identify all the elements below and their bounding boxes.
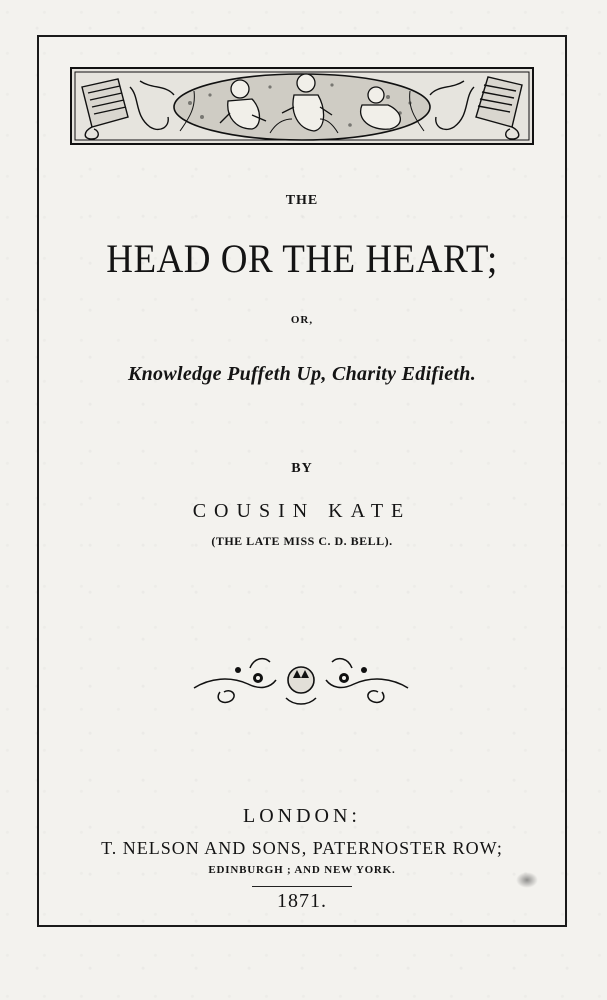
imprint-rule bbox=[252, 886, 352, 887]
page-border bbox=[37, 35, 567, 927]
imprint-publisher: T. NELSON AND SONS, PATERNOSTER ROW; bbox=[101, 838, 503, 858]
title-article: THE bbox=[285, 193, 319, 208]
byline: BY bbox=[291, 461, 313, 476]
author-name: COUSIN KATE bbox=[192, 500, 412, 522]
imprint-city: LONDON: bbox=[243, 805, 361, 827]
engraved-cherubs-banner bbox=[70, 67, 534, 145]
floral-scroll-ornament bbox=[190, 648, 412, 710]
imprint-places: EDINBURGH ; AND NEW YORK. bbox=[208, 864, 396, 876]
ink-smudge bbox=[516, 872, 538, 888]
subtitle: Knowledge Puffeth Up, Charity Edifieth. bbox=[127, 363, 477, 385]
title-conjunction: OR, bbox=[290, 314, 314, 326]
author-note: (THE LATE MISS C. D. BELL). bbox=[211, 534, 393, 548]
page-title: HEAD OR THE HEART; bbox=[106, 236, 498, 283]
imprint-year: 1871. bbox=[277, 890, 327, 912]
